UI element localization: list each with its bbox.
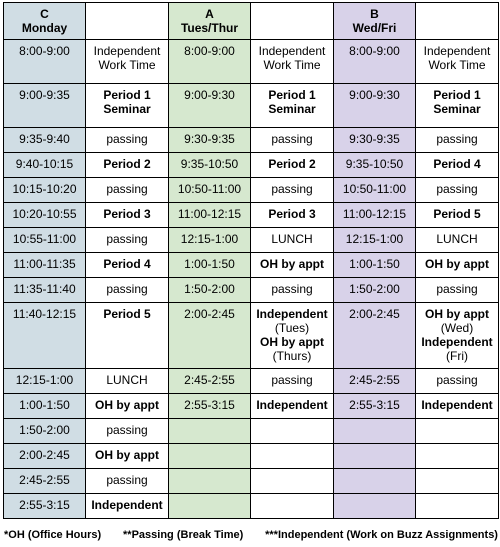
a-activity-cell: LUNCH [251,228,334,253]
c-time-cell: 1:50-2:00 [4,419,86,444]
b-time-cell: 9:35-10:50 [334,153,416,178]
b-header-blank [416,3,499,40]
a-day: Tues/Thur [180,21,239,35]
c-time-cell: 2:45-2:55 [4,469,86,494]
c-header-blank [86,3,169,40]
b-activity-cell-empty [416,494,499,519]
c-time-cell: 1:00-1:50 [4,394,86,419]
table-row [4,303,499,369]
a-time-cell: 2:45-2:55 [169,369,251,394]
a-time-cell: 9:30-9:35 [169,128,251,153]
header-row [4,3,499,40]
a-time-cell-empty [169,419,251,444]
c-day-header [4,3,86,40]
a-time-cell-empty [169,469,251,494]
a-header-blank [251,3,334,40]
c-time-cell: 11:40-12:15 [4,303,86,369]
b-activity-cell: OH by appt [416,253,499,278]
table-row [4,203,499,228]
c-time-cell: 2:00-2:45 [4,444,86,469]
b-time-cell: 9:00-9:30 [334,84,416,128]
b-activity-cell: passing [416,369,499,394]
c-time-cell: 11:35-11:40 [4,278,86,303]
b-time-cell: 9:30-9:35 [334,128,416,153]
b-day-header [334,3,416,40]
b-activity-cell-empty [416,419,499,444]
b-activity-cell-empty [416,469,499,494]
c-activity-cell: Period 2 [86,153,169,178]
b-activity-cell: Period 1 Seminar [416,84,499,128]
table-row [4,369,499,394]
b-time-cell: 10:50-11:00 [334,178,416,203]
c-activity-cell: LUNCH [86,369,169,394]
b-activity-cell: passing [416,278,499,303]
b-time-cell-empty [334,444,416,469]
b-activity-cell: Independent [416,394,499,419]
a-activity-cell-empty [251,444,334,469]
b-activity-cell: LUNCH [416,228,499,253]
a-time-cell: 2:55-3:15 [169,394,251,419]
table-row [4,228,499,253]
c-activity-cell: Period 4 [86,253,169,278]
b-time-cell: 11:00-12:15 [334,203,416,228]
b-time-cell-empty [334,419,416,444]
table-row [4,444,499,469]
a-time-cell: 10:50-11:00 [169,178,251,203]
c-time-cell: 10:15-10:20 [4,178,86,203]
table-row [4,178,499,203]
a-activity-cell-empty [251,469,334,494]
c-activity-cell: passing [86,228,169,253]
b-time-cell-empty [334,494,416,519]
c-time-cell: 12:15-1:00 [4,369,86,394]
b-day: Wed/Fri [352,21,397,35]
c-time-cell: 2:55-3:15 [4,494,86,519]
table-row [4,84,499,128]
b-time-cell: 12:15-1:00 [334,228,416,253]
c-time-cell: 9:35-9:40 [4,128,86,153]
table-row [4,253,499,278]
b-activity-cell: Independent Work Time [416,40,499,84]
c-activity-cell: Period 5 [86,303,169,369]
c-time-cell: 10:20-10:55 [4,203,86,228]
schedule-table [3,2,499,519]
b-activity-cell: Period 4 [416,153,499,178]
c-time-cell: 10:55-11:00 [4,228,86,253]
b-time-cell: 2:00-2:45 [334,303,416,369]
a-activity-cell-empty [251,419,334,444]
a-activity-cell: Independent [251,394,334,419]
c-time-cell: 11:00-11:35 [4,253,86,278]
a-activity-cell: Independent Work Time [251,40,334,84]
b-activity-cell: Period 5 [416,203,499,228]
a-time-cell: 11:00-12:15 [169,203,251,228]
c-activity-cell: passing [86,469,169,494]
c-activity-cell: Period 3 [86,203,169,228]
a-time-cell: 9:00-9:30 [169,84,251,128]
c-activity-cell: passing [86,128,169,153]
table-row [4,394,499,419]
a-activity-cell: passing [251,278,334,303]
a-time-cell-empty [169,444,251,469]
c-activity-cell: passing [86,278,169,303]
a-time-cell: 12:15-1:00 [169,228,251,253]
b-time-cell-empty [334,469,416,494]
c-day: Monday [21,21,68,35]
table-row [4,128,499,153]
table-row [4,40,499,84]
footnote-independent: ***Independent (Work on Buzz Assignments) [265,529,498,541]
a-activity-cell-empty [251,494,334,519]
c-activity-cell: Independent Work Time [86,40,169,84]
b-activity-cell-empty [416,444,499,469]
b-letter: B [370,7,379,21]
a-activity-cell: Independent (Tues) OH by appt (Thurs) [251,303,334,369]
b-activity-cell: OH by appt (Wed) Independent (Fri) [416,303,499,369]
c-time-cell: 9:40-10:15 [4,153,86,178]
c-letter: C [40,7,49,21]
c-activity-cell: OH by appt [86,444,169,469]
table-row [4,419,499,444]
b-time-cell: 2:55-3:15 [334,394,416,419]
a-time-cell-empty [169,494,251,519]
b-time-cell: 2:45-2:55 [334,369,416,394]
c-activity-cell: Period 1 Seminar [86,84,169,128]
footnote-legend [4,529,498,541]
a-time-cell: 2:00-2:45 [169,303,251,369]
b-time-cell: 8:00-9:00 [334,40,416,84]
a-activity-cell: passing [251,178,334,203]
a-time-cell: 1:00-1:50 [169,253,251,278]
table-row [4,494,499,519]
a-day-header [169,3,251,40]
a-activity-cell: Period 2 [251,153,334,178]
a-activity-cell: passing [251,369,334,394]
b-time-cell: 1:50-2:00 [334,278,416,303]
b-time-cell: 1:00-1:50 [334,253,416,278]
c-activity-cell: OH by appt [86,394,169,419]
table-row [4,469,499,494]
b-activity-cell: passing [416,178,499,203]
a-letter: A [205,7,214,21]
b-activity-cell: passing [416,128,499,153]
c-time-cell: 8:00-9:00 [4,40,86,84]
a-time-cell: 8:00-9:00 [169,40,251,84]
a-activity-cell: passing [251,128,334,153]
a-time-cell: 1:50-2:00 [169,278,251,303]
c-activity-cell: passing [86,178,169,203]
c-time-cell: 9:00-9:35 [4,84,86,128]
footnote-passing: **Passing (Break Time) [123,529,244,541]
c-activity-cell: passing [86,419,169,444]
table-row [4,278,499,303]
a-activity-cell: OH by appt [251,253,334,278]
c-activity-cell: Independent [86,494,169,519]
table-row [4,153,499,178]
a-activity-cell: Period 3 [251,203,334,228]
footnote-oh: *OH (Office Hours) [4,529,102,541]
a-time-cell: 9:35-10:50 [169,153,251,178]
a-activity-cell: Period 1 Seminar [251,84,334,128]
